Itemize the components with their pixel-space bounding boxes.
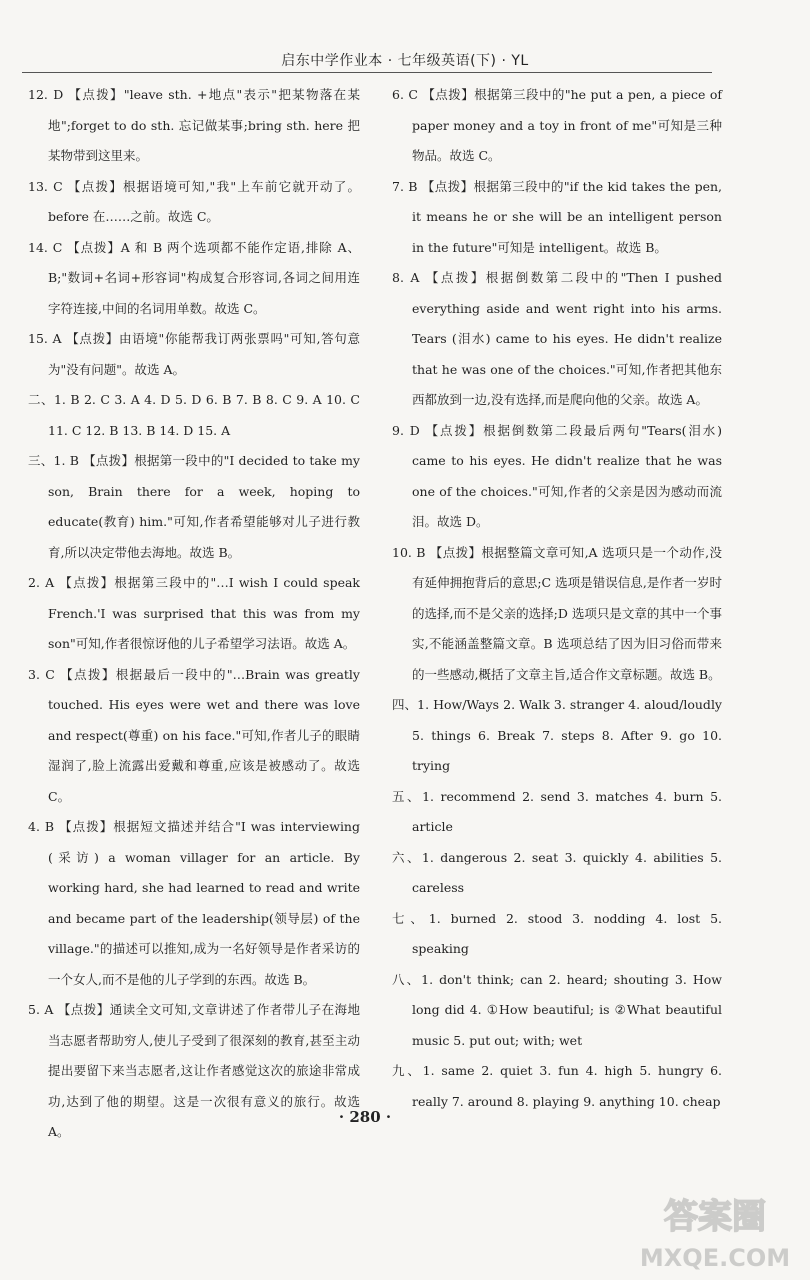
section-3-answer-8: 8. A 【点拨】根据倒数第二段中的"Then I pushed everything aside and went right into his arms. Tears (泪水) came to his eyes. He didn't realize that he was one of the choices."可知,作者把其他东西都放到一边,没有选择,而是爬向他的父亲。故选 A。 [392,270,722,407]
section-3-answer-2: 2. A 【点拨】根据第三段中的"…I wish I could speak French.'I was surprised that this was from my son"可知,作者很惊讶他的儿子希望学习法语。故选 A。 [28,575,360,651]
section-6-answers: 六、1. dangerous 2. seat 3. quickly 4. abilities 5. careless [392,849,722,895]
answer-13: 13. C 【点拨】根据语境可知,"我"上车前它就开动了。before 在……之前。故选 C。 [28,178,360,224]
section-3-answer-6: 6. C 【点拨】根据第三段中的"he put a pen, a piece of paper money and a toy in front of me"可知是三种物品。故选 C。 [392,87,722,163]
answer-12: 12. D 【点拨】"leave sth. +地点"表示"把某物落在某地";forget to do sth. 忘记做某事;bring sth. here 把某物带到这里来。 [28,87,360,163]
watermark-logo [640,1186,790,1276]
page-number: · 280 · [338,1108,392,1126]
section-8-answers: 八、1. don't think; can 2. heard; shouting 3. How long did 4. ①How beautiful; is ②What beautiful music 5. put out; with; wet [392,971,722,1048]
section-3-answer-7: 7. B 【点拨】根据第三段中的"if the kid takes the pen, it means he or she will be an intelligent person in the future"可知是 intelligent。故选 B。 [392,178,722,255]
section-3-answer-4: 4. B 【点拨】根据短文描述并结合"I was interviewing (采访) a woman villager for an article. By working hard, she had learned to read and write and became part of the leadership(领导层) of the village."的描述可以推知,成为一名好领导是作者采访的一个女人,而不是他的儿子学到的东西。故选 B。 [28,819,360,987]
section-3-answer-3: 3. C 【点拨】根据最后一段中的"…Brain was greatly touched. His eyes were wet and there was love and respect(尊重) on his face."可知,作者儿子的眼睛湿润了,脸上流露出爱戴和尊重,应该是被感动了。故选 C。 [28,666,360,804]
section-3-answer-5: 5. A 【点拨】通读全文可知,文章讲述了作者带儿子在海地当志愿者帮助穷人,使儿子受到了很深刻的教育,甚至主动提出要留下来当志愿者,这让作者感觉这次的旅途非常成功,达到了他的期望。这是一次很有意义的旅行。故选 A。 [28,1002,360,1139]
answer-14: 14. C 【点拨】A 和 B 两个选项都不能作定语,排除 A、B;"数词+名词+形容词"构成复合形容词,各词之间用连字符连接,中间的名词用单数。故选 C。 [28,239,360,316]
section-7-answers: 七、1. burned 2. stood 3. nodding 4. lost 5. speaking [392,910,722,956]
section-5-answers: 五、1. recommend 2. send 3. matches 4. burn 5. article [392,788,722,834]
section-4-answers: 四、1. How/Ways 2. Walk 3. stranger 4. aloud/loudly 5. things 6. Break 7. steps 8. After 9. go 10. trying [392,697,722,773]
watermark-bottom-text: MXQE.COM [640,1244,790,1272]
section-3-answer-10: 10. B 【点拨】根据整篇文章可知,A 选项只是一个动作,没有延伸拥抱背后的意思;C 选项是错误信息,是作者一岁时的选择,而不是父亲的选择;D 选项只是文章的其中一个事实,不能涵盖整篇文章。B 选项总结了因为旧习俗而带来的一些感动,概括了文章主旨,适合作文章标题。故选 B。 [392,544,722,682]
watermark-top-text: 答案圈 [664,1197,766,1237]
section-2-answers: 二、1. B 2. C 3. A 4. D 5. D 6. B 7. B 8. C 9. A 10. C 11. C 12. B 13. B 14. D 15. A [28,392,360,438]
header-divider [22,72,712,73]
right-column [392,80,722,1117]
section-3-answer-1: 三、1. B 【点拨】根据第一段中的"I decided to take my son, Brain there for a week, hoping to educate(教育) him."可知,作者希望能够对儿子进行教育,所以决定带他去海地。故选 B。 [28,453,360,560]
answer-15: 15. A 【点拨】由语境"你能帮我订两张票吗"可知,答句意为"没有问题"。故选 A。 [28,331,360,377]
section-9-answers: 九、1. same 2. quiet 3. fun 4. high 5. hungry 6. really 7. around 8. playing 9. anything 10. cheap [392,1063,722,1109]
page-header: 启东中学作业本 · 七年级英语(下) · YL [281,53,529,69]
section-3-answer-9: 9. D 【点拨】根据倒数第二段最后两句"Tears(泪水) came to his eyes. He didn't realize that he was one of the choices."可知,作者的父亲是因为感动而流泪。故选 D。 [392,422,722,529]
left-column [28,80,360,1148]
